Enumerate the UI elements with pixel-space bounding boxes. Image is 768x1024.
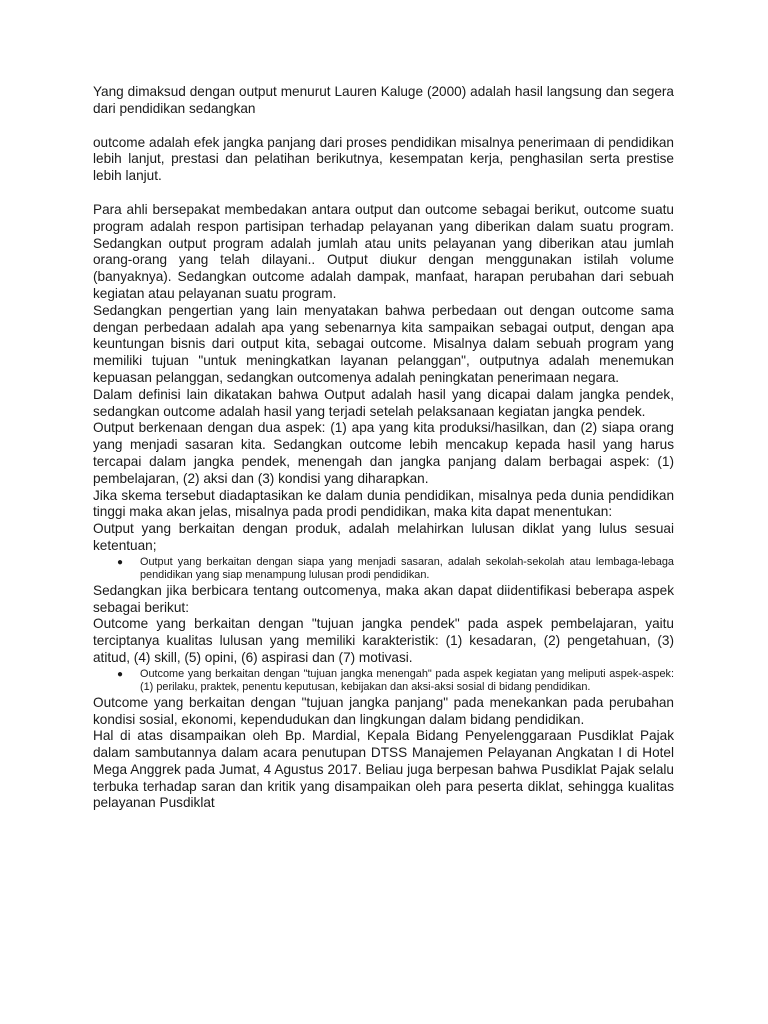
short-term-outcome-paragraph: Outcome yang berkaitan dengan "tujuan jangka pendek" pada aspek pembelajaran, yaitu terciptanya kualitas lulusan yang memiliki karakteristik: (1) kesadaran, (2) pengetahuan, (3) atitud, (4) skill, (5) opini, (6) aspirasi dan (7) motivasi. (93, 616, 674, 665)
document-page (93, 84, 674, 1019)
experts-paragraph: Para ahli bersepakat membedakan antara output dan outcome sebagai berikut, outcome suatu program adalah respon partisipan terhadap pelayanan yang diberikan dalam suatu program. Sedangkan output program adalah jumlah atau units pelayanan yang diberikan atau jumlah orang-orang yang telah dilayani.. Output diukur dengan menggunakan istilah volume (banyaknya). Sedangkan outcome adalah dampak, manfaat, harapan perubahan dari sebuah kegiatan atau pelayanan suatu program. (93, 201, 674, 301)
intro-paragraph: Yang dimaksud dengan output menurut Lauren Kaluge (2000) adalah hasil langsung dan segera dari pendidikan sedangkan (93, 84, 674, 116)
closing-paragraph: Hal di atas disampaikan oleh Bp. Mardial, Kepala Bidang Penyelenggaraan Pusdiklat Pajak dalam sambutannya dalam acara penutupan DTSS Manajemen Pelayanan Angkatan I di Hotel Mega Anggrek pada Jumat, 4 Agustus 2017. Beliau juga berpesan bahwa Pusdiklat Pajak selalu terbuka terhadap saran dan kritik yang disampaikan oleh para peserta diklat, sehingga kualitas pelayanan Pusdiklat (93, 728, 674, 811)
output-product-paragraph: Output yang berkaitan dengan produk, adalah melahirkan lulusan diklat yang lulus sesuai ketentuan; (93, 521, 674, 553)
bullet-text: Output yang berkaitan dengan siapa yang menjadi sasaran, adalah sekolah-sekolah atau lembaga-lebaga pendidikan yang siap menampung lulusan prodi pendidikan. (140, 555, 674, 582)
short-term-paragraph: Dalam definisi lain dikatakan bahwa Output adalah hasil yang dicapai dalam jangka pendek, sedangkan outcome adalah hasil yang terjadi setelah pelaksanaan kegiatan jangka pendek. (93, 386, 674, 419)
output-bullet-list (93, 556, 674, 583)
outcome-definition-paragraph: outcome adalah efek jangka panjang dari proses pendidikan misalnya penerimaan di pendidikan lebih lanjut, prestasi dan pelatihan berikutnya, kesempatan kerja, penghasilan serta prestise lebih lanjut. (93, 134, 674, 184)
education-adaptation-paragraph: Jika skema tersebut diadaptasikan ke dalam dunia pendidikan, misalnya peda dunia pendidikan tinggi maka akan jelas, misalnya pada prodi pendidikan, maka kita dapat menentukan: (93, 487, 674, 520)
list-item (93, 556, 674, 583)
outcome-intro-paragraph: Sedangkan jika berbicara tentang outcomenya, maka akan dapat diidentifikasi beberapa aspek sebagai berikut: (93, 582, 674, 615)
bullet-text: Outcome yang berkaitan dengan "tujuan jangka menengah" pada aspek kegiatan yang meliputi aspek-aspek: (1) perilaku, praktek, penentu keputusan, kebijakan dan aksi-aksi sosial di bidang pendidikan. (140, 667, 674, 694)
long-term-outcome-paragraph: Outcome yang berkaitan dengan "tujuan jangka panjang" pada menekankan pada perubahan kondisi sosial, ekonomi, kependudukan dan lingkungan dalam bidang pendidikan. (93, 694, 674, 727)
bullet-icon: ● (117, 556, 124, 568)
list-item (93, 668, 674, 695)
bullet-icon: ● (117, 668, 124, 680)
outcome-bullet-list (93, 668, 674, 695)
two-aspects-paragraph: Output berkenaan dengan dua aspek: (1) apa yang kita produksi/hasilkan, dan (2) siapa orang yang menjadi sasaran kita. Sedangkan outcome lebih mencakup kepada hasil yang harus tercapai dalam jangka pendek, menengah dan jangka panjang dalam berbagai aspek: (1) pembelajaran, (2) aksi dan (3) kondisi yang diharapkan. (93, 420, 674, 486)
other-definition-paragraph: Sedangkan pengertian yang lain menyatakan bahwa perbedaan out dengan outcome sama dengan perbedaan adalah apa yang sebenarnya kita sampaikan sebagai output, dengan apa keuntungan bisnis dari output kita, sebagai outcome. Misalnya dalam sebuah program yang memiliki tujuan "untuk meningkatkan layanan pelanggan", outputnya adalah menemukan kepuasan pelanggan, sedangkan outcomenya adalah peningkatan penerimaan negara. (93, 302, 674, 385)
